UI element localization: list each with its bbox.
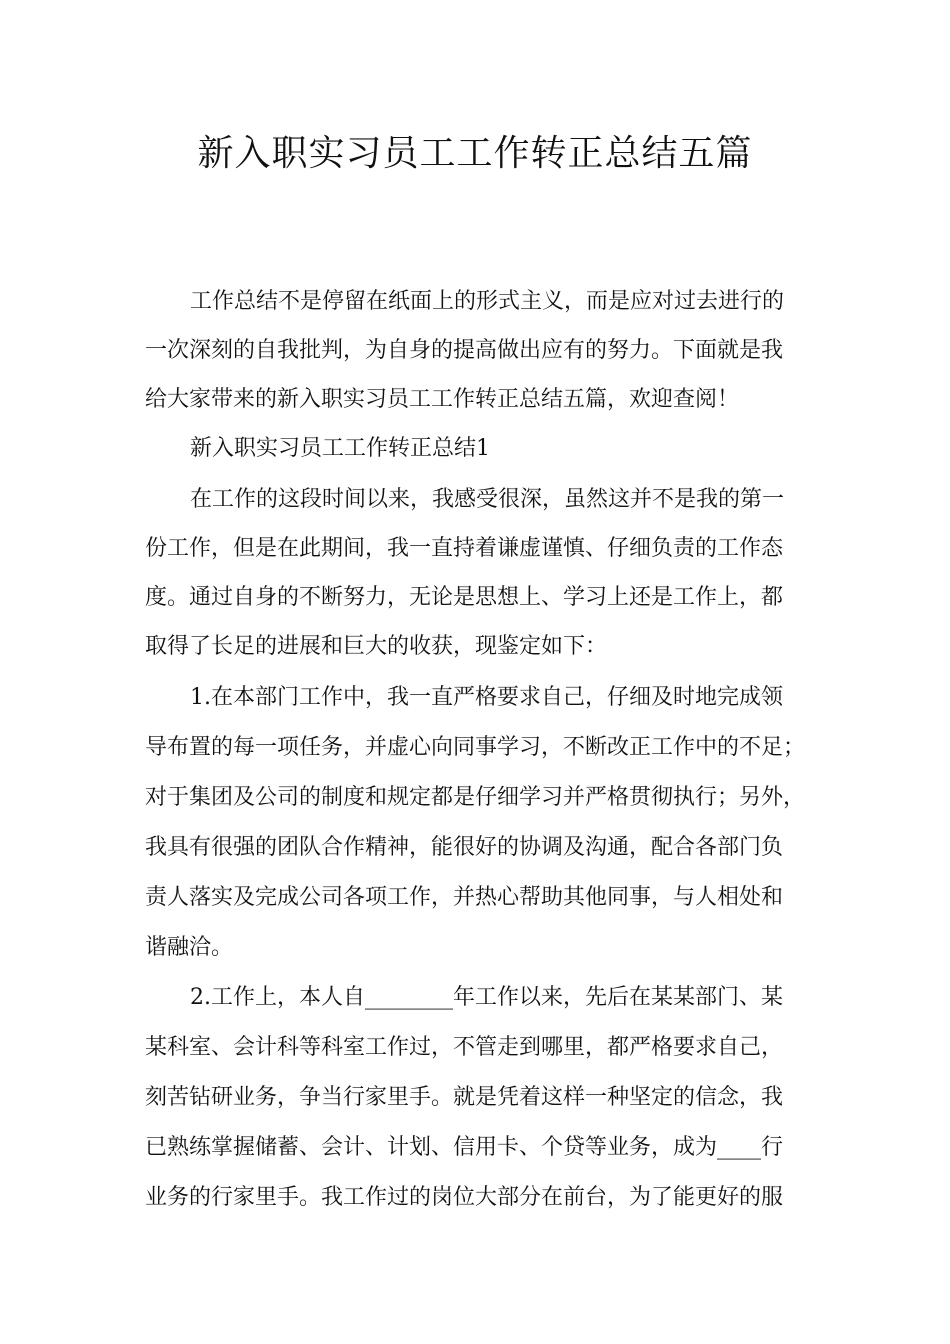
- paragraph-line: 导布置的每一项任务，并虚心向同事学习，不断改正工作中的不足；: [145, 735, 806, 760]
- paragraph-line: 度。通过自身的不断努力，无论是思想上、学习上还是工作上，都: [145, 585, 784, 610]
- paragraph-line: 份工作，但是在此期间，我一直持着谦虚谨慎、仔细负责的工作态: [145, 536, 784, 561]
- paragraph-line: 刻苦钻研业务，争当行家里手。就是凭着这样一种坚定的信念，我: [145, 1085, 784, 1110]
- paragraph-line: 在工作的这段时间以来，我感受很深，虽然这并不是我的第一: [190, 487, 785, 512]
- paragraph-line: 某科室、会计科等科室工作过，不管走到哪里，都严格要求自己，: [145, 1035, 784, 1060]
- paragraph-line: 工作总结不是停留在纸面上的形式主义，而是应对过去进行的: [190, 289, 785, 314]
- paragraph-line: 取得了长足的进展和巨大的收获，现鉴定如下：: [145, 634, 608, 659]
- document-title: 新入职实习员工工作转正总结五篇: [197, 133, 753, 174]
- paragraph-line: 1.在本部门工作中，我一直严格要求自己，仔细及时地完成领: [190, 685, 783, 710]
- section-heading: 新入职实习员工工作转正总结1: [190, 436, 490, 461]
- paragraph-line: 给大家带来的新入职实习员工工作转正总结五篇，欢迎查阅！: [145, 387, 740, 412]
- paragraph-line: 已熟练掌握储蓄、会计、计划、信用卡、个贷等业务，成为____行: [145, 1135, 784, 1160]
- paragraph-line: 对于集团及公司的制度和规定都是仔细学习并严格贯彻执行；另外，: [145, 785, 806, 810]
- paragraph-line: 2.工作上，本人自________年工作以来，先后在某某部门、某: [190, 985, 783, 1010]
- paragraph-line: 谐融洽。: [145, 935, 234, 960]
- paragraph-line: 业务的行家里手。我工作过的岗位大部分在前台，为了能更好的服: [145, 1185, 784, 1210]
- paragraph-line: 我具有很强的团队合作精神，能很好的协调及沟通，配合各部门负: [145, 835, 784, 860]
- paragraph-line: 一次深刻的自我批判，为自身的提高做出应有的努力。下面就是我: [145, 338, 784, 363]
- paragraph-line: 责人落实及完成公司各项工作，并热心帮助其他同事，与人相处和: [145, 885, 784, 910]
